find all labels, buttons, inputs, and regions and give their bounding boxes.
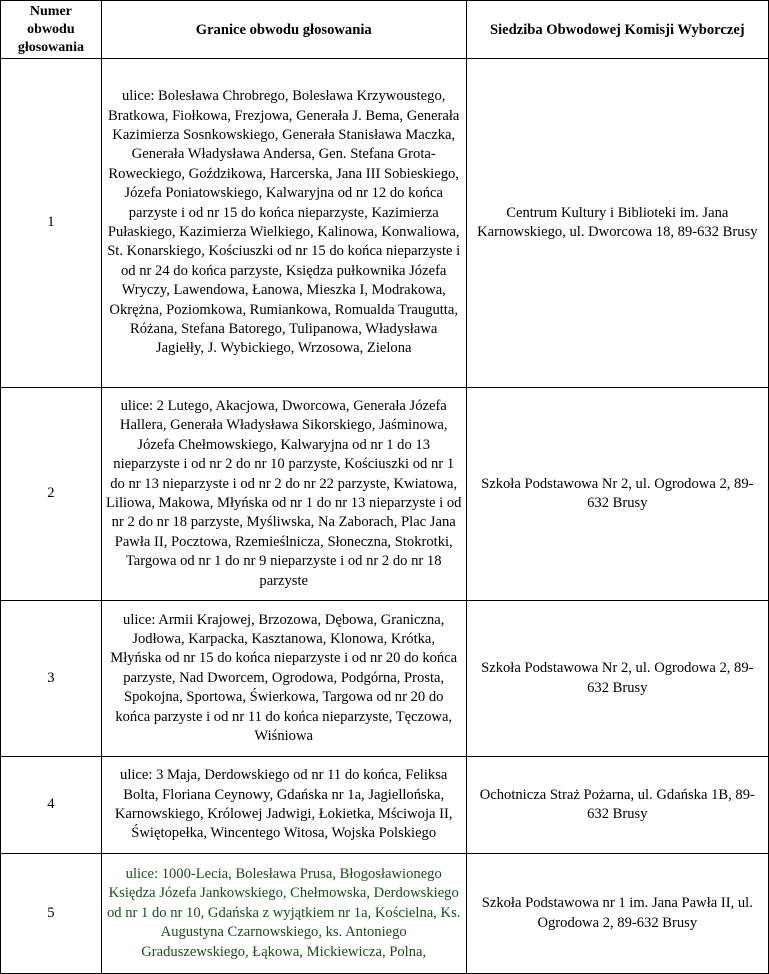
district-bounds: ulice: 3 Maja, Derdowskiego od nr 11 do końca, Feliksa Bolta, Floriana Ceynowy, Gdańska nr 1a, Jagiellońska, Karnowskiego, Królowej Jadwigi, Łokietka, Mściwoja II, Świętopełka, Wincentego Witosa, Wojska Polskiego <box>101 757 466 854</box>
commission-seat: Szkoła Podstawowa Nr 2, ul. Ogrodowa 2, 89-632 Brusy <box>466 601 768 757</box>
header-district-bounds: Granice obwodu głosowania <box>101 1 466 59</box>
table-row <box>1 59 769 388</box>
table-header <box>1 1 769 59</box>
table-body <box>1 59 769 974</box>
district-bounds: ulice: Armii Krajowej, Brzozowa, Dębowa, Graniczna, Jodłowa, Karpacka, Kasztanowa, Klonowa, Krótka, Młyńska od nr 15 do końca nieparzyste i od nr 20 do końca parzyste, Nad Dworcem, Ogrodowa, Podgórna, Prosta, Spokojna, Sportowa, Świerkowa, Targowa od nr 20 do końca parzyste i od nr 11 do końca nieparzyste, Tęczowa, Wiśniowa <box>101 601 466 757</box>
district-bounds: ulice: Bolesława Chrobrego, Bolesława Krzywoustego, Bratkowa, Fiołkowa, Frezjowa, Generała J. Bema, Generała Kazimierza Sosnkowskiego, Generała Stanisława Maczka, Generała Władysława Andersa, Gen. Stefana Grota-Roweckiego, Goździkowa, Harcerska, Jana III Sobieskiego, Józefa Poniatowskiego, Kalwaryjna od nr 12 do końca parzyste i od nr 15 do końca nieparzyste, Kazimierza Pułaskiego, Kazimierza Wielkiego, Kalinowa, Konwaliowa, St. Konarskiego, Kościuszki od nr 15 do końca nieparzyste i od nr 24 do końca parzyste, Księdza pułkownika Józefa Wryczy, Lawendowa, Łanowa, Mieszka I, Modrakowa, Okrężna, Poziomkowa, Rumiankowa, Romualda Traugutta, Różana, Stefana Batorego, Tulipanowa, Władysława Jagiełły, J. Wybickiego, Wrzosowa, Zielona <box>101 59 466 388</box>
commission-seat: Ochotnicza Straż Pożarna, ul. Gdańska 1B, 89-632 Brusy <box>466 757 768 854</box>
district-number: 1 <box>1 59 102 388</box>
district-number: 5 <box>1 854 102 974</box>
district-number: 4 <box>1 757 102 854</box>
commission-seat: Centrum Kultury i Biblioteki im. Jana Karnowskiego, ul. Dworcowa 18, 89-632 Brusy <box>466 59 768 388</box>
district-bounds: ulice: 2 Lutego, Akacjowa, Dworcowa, Generała Józefa Hallera, Generała Władysława Sikorskiego, Jaśminowa, Józefa Chełmowskiego, Kalwaryjna od nr 1 do 13 nieparzyste i od nr 2 do nr 10 parzyste, Kościuszki od nr 1 do nr 13 nieparzyste i od nr 2 do nr 22 parzyste, Kwiatowa, Liliowa, Makowa, Młyńska od nr 1 do nr 13 nieparzyste i od nr 2 do nr 18 parzyste, Myśliwska, Na Zaborach, Plac Jana Pawła II, Pocztowa, Rzemieślnicza, Słoneczna, Stokrotki, Targowa od nr 1 do nr 9 nieparzyste i od nr 2 do nr 18 parzyste <box>101 388 466 601</box>
district-number: 2 <box>1 388 102 601</box>
table-row <box>1 854 769 974</box>
district-number: 3 <box>1 601 102 757</box>
header-row <box>1 1 769 59</box>
commission-seat: Szkoła Podstawowa nr 1 im. Jana Pawła II, ul. Ogrodowa 2, 89-632 Brusy <box>466 854 768 974</box>
table-row <box>1 601 769 757</box>
district-bounds: ulice: 1000-Lecia, Bolesława Prusa, Błogosławionego Księdza Józefa Jankowskiego, Chełmowska, Derdowskiego od nr 1 do nr 10, Gdańska z wyjątkiem nr 1a, Kościelna, Ks. Augustyna Czarnowskiego, ks. Antoniego Graduszewskiego, Łąkowa, Mickiewicza, Polna, <box>101 854 466 974</box>
header-district-number: Numer obwodu głosowania <box>1 1 102 59</box>
commission-seat: Szkoła Podstawowa Nr 2, ul. Ogrodowa 2, 89-632 Brusy <box>466 388 768 601</box>
table-row <box>1 388 769 601</box>
header-commission-seat: Siedziba Obwodowej Komisji Wyborczej <box>466 1 768 59</box>
table-row <box>1 757 769 854</box>
